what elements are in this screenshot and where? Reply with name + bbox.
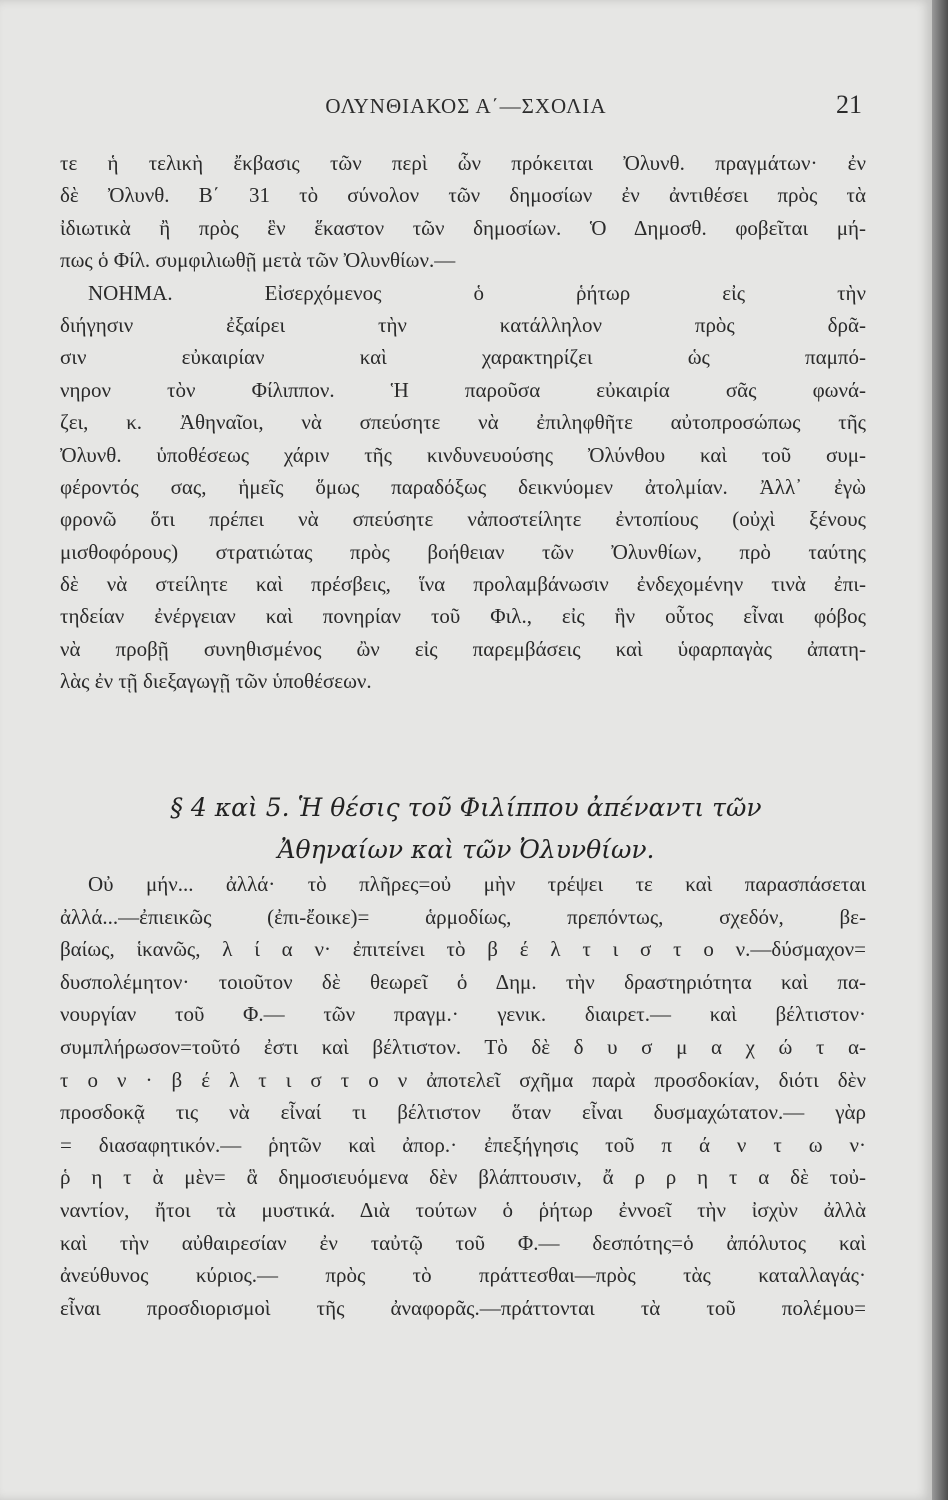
text-line: τ ο ν · β έ λ τ ι σ τ ο ν ἀποτελεῖ σχῆμα παρὰ προσδοκίαν, διότι δὲν	[60, 1067, 866, 1092]
text-line: λὰς ἐν τῇ διεξαγωγῇ τῶν ὑποθέσεων.	[60, 669, 372, 694]
text-line: ΝΟΗΜΑ. Εἰσερχόμενος ὁ ῥήτωρ εἰς τὴν	[88, 280, 866, 305]
text-line: δυσπολέμητον· τοιοῦτον δὲ θεωρεῖ ὁ Δημ. τὴν δραστηριότητα καὶ πα-	[60, 969, 866, 994]
text-line: μισθοφόρους) στρατιώτας πρὸς βοήθειαν τῶν Ὀλυνθίων, πρὸ ταύτης	[60, 539, 866, 564]
text-line: βαίως, ἱκανῶς, λ ί α ν· ἐπιτείνει τὸ β έ λ τ ι σ τ ο ν.—δύσμαχον=	[60, 937, 866, 962]
text-line: εἶναι προσδιορισμοὶ τῆς ἀναφορᾶς.—πράττονται τὰ τοῦ πολέμου=	[60, 1295, 866, 1320]
commentary-section-1	[60, 147, 866, 698]
text-line: προσδοκᾷ τις νὰ εἶναί τι βέλτιστον ὅταν εἶναι δυσμαχώτατον.— γὰρ	[60, 1100, 866, 1125]
page-edge-shadow	[932, 0, 948, 1500]
text-line: δὲ νὰ στείλητε καὶ πρέσβεις, ἵνα προλαμβάνωσιν ἐνδεχομένην τινὰ ἐπι-	[60, 572, 866, 597]
text-line: τε ἡ τελικὴ ἔκβασις τῶν περὶ ὧν πρόκειται Ὀλυνθ. πραγμάτων· ἐν	[60, 151, 866, 175]
running-head: ΟΛΥΝΘΙΑΚΟΣ Α΄—ΣΧΟΛΙΑ	[325, 94, 607, 118]
text-line: = διασαφητικόν.— ῥητῶν καὶ ἀπορ.· ἐπεξήγησις τοῦ π ά ν τ ω ν·	[60, 1132, 866, 1157]
section-heading-line-1: § 4 καὶ 5. Ἡ θέσις τοῦ Φιλίππου ἀπέναντι τῶν	[170, 793, 762, 822]
text-line: ῥ η τ ὰ μὲν= ἃ δημοσιευόμενα δὲν βλάπτουσιν, ἄ ρ ρ η τ α δὲ τοὐ-	[60, 1165, 866, 1190]
text-line: συμπλήρωσον=τοῦτό ἐστι καὶ βέλτιστον. Τὸ δὲ δ υ σ μ α χ ώ τ α-	[60, 1034, 866, 1059]
text-line: φέροντός σας, ἡμεῖς ὅμως παραδόξως δεικνύομεν ἀτολμίαν. Ἀλλ᾽ ἐγὼ	[60, 474, 866, 499]
section-heading	[0, 787, 932, 871]
text-line: ναντίον, ἤτοι τὰ μυστικά. Διὰ τούτων ὁ ῥήτωρ ἐννοεῖ τὴν ἰσχὺν ἀλλὰ	[60, 1197, 866, 1222]
text-line: νὰ προβῇ συνηθισμένος ὢν εἰς παρεμβάσεις καὶ ὑφαρπαγὰς ἀπατη-	[60, 636, 866, 661]
text-line: καὶ τὴν αὐθαιρεσίαν ἐν ταὐτῷ τοῦ Φ.— δεσπότης=ὁ ἀπόλυτος καὶ	[60, 1230, 866, 1255]
text-line: Οὐ μήν... ἀλλά· τὸ πλῆρες=οὐ μὴν τρέψει τε καὶ παρασπάσεται	[88, 872, 866, 896]
text-line: φρονῶ ὅτι πρέπει νὰ σπεύσητε νἀποστείλητε ἐντοπίους (οὐχὶ ξένους	[60, 507, 866, 532]
text-line: σιν εὐκαιρίαν καὶ χαρακτηρίζει ὡς παμπό-	[60, 345, 866, 370]
text-line: ζει, κ. Ἀθηναῖοι, νὰ σπεύσητε νὰ ἐπιληφθῆτε αὐτοπροσώπως τῆς	[60, 410, 866, 435]
text-line: νηρον τὸν Φίλιππον. Ἡ παροῦσα εὐκαιρία σᾶς φωνά-	[60, 377, 866, 402]
text-line: νουργίαν τοῦ Φ.— τῶν πραγμ.· γενικ. διαιρετ.— καὶ βέλτιστον·	[60, 1002, 866, 1027]
text-line: διήγησιν ἐξαίρει τὴν κατάλληλον πρὸς δρᾶ-	[60, 312, 866, 337]
text-line: Ὀλυνθ. ὑποθέσεως χάριν τῆς κινδυνευούσης Ὀλύνθου καὶ τοῦ συμ-	[60, 442, 866, 467]
commentary-section-2	[60, 868, 866, 1324]
page-header	[0, 90, 932, 130]
text-line: ἀλλά...—ἐπιεικῶς (ἐπι-ἔοικε)= ἁρμοδίως, πρεπόντως, σχεδόν, βε-	[60, 904, 866, 929]
text-line: πως ὁ Φίλ. συμφιλιωθῇ μετὰ τῶν Ὀλυνθίων.—	[60, 248, 456, 273]
text-line: τηδείαν ἐνέργειαν καὶ πονηρίαν τοῦ Φιλ., εἰς ἣν οὗτος εἶναι φόβος	[60, 604, 866, 629]
page-number: 21	[836, 90, 862, 119]
text-line: ἀνεύθυνος κύριος.— πρὸς τὸ πράττεσθαι—πρὸς τὰς καταλλαγάς·	[60, 1263, 866, 1288]
text-line: ἰδιωτικὰ ἢ πρὸς ἓν ἕκαστον τῶν δημοσίων. Ὁ Δημοσθ. φοβεῖται μή-	[60, 215, 866, 240]
text-line: δὲ Ὀλυνθ. Β΄ 31 τὸ σύνολον τῶν δημοσίων ἐν ἀντιθέσει πρὸς τὰ	[60, 183, 866, 208]
section-heading-line-2: Ἀθηναίων καὶ τῶν Ὀλυνθίων.	[277, 835, 655, 864]
